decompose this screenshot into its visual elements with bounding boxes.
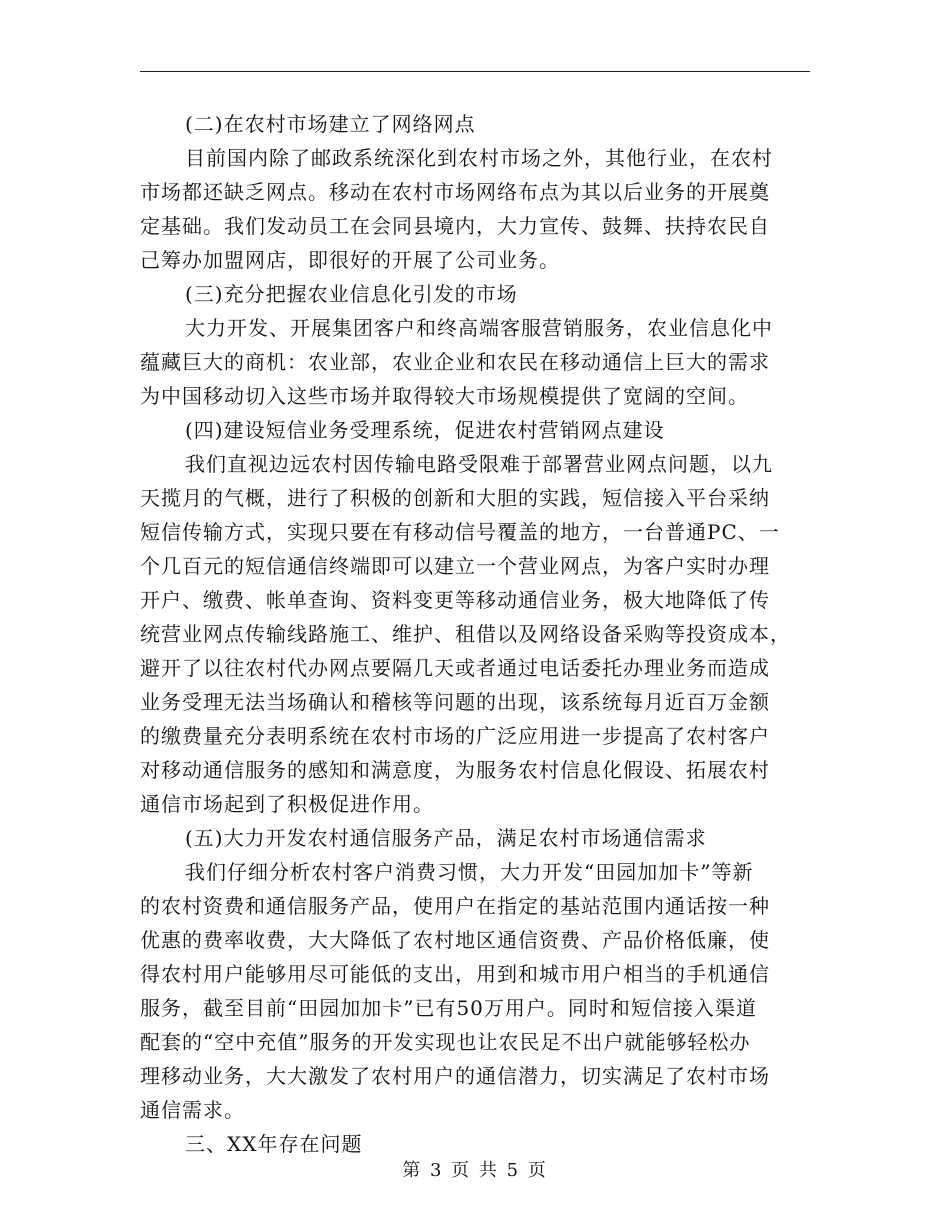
text-line: 理移动业务，大大激发了农村用户的通信潜力，切实满足了农村市场 [140,1064,770,1088]
text-line: 市场都还缺乏网点。移动在农村市场网络布点为其以后业务的开展奠 [140,180,770,204]
paragraph [140,821,810,855]
text-line: (三)充分把握农业信息化引发的市场 [185,282,518,306]
text-line: 通信需求。 [140,1098,245,1122]
text-line: 蕴藏巨大的商机：农业部，农业企业和农民在移动通信上巨大的需求 [140,350,770,374]
paragraph [140,311,810,413]
text-line: 短信传输方式，实现只要在有移动信号覆盖的地方，一台普通PC、一 [140,520,780,544]
paragraph [140,855,810,1127]
text-line: (四)建设短信业务受理系统，促进农村营销网点建设 [185,418,665,442]
text-line: 的农村资费和通信服务产品，使用户在指定的基站范围内通话按一种 [140,894,770,918]
text-line: 目前国内除了邮政系统深化到农村市场之外，其他行业，在农村 [185,146,773,170]
text-line: 个几百元的短信通信终端即可以建立一个营业网点，为客户实时办理 [140,554,770,578]
paragraph [140,447,810,821]
text-line: 我们直视边远农村因传输电路受限难于部署营业网点问题，以九 [185,452,773,476]
text-line: 通信市场起到了积极促进作用。 [140,792,434,816]
text-line: (二)在农村市场建立了网络网点 [185,112,476,136]
text-line: 天揽月的气概，进行了积极的创新和大胆的实践，短信接入平台采纳 [140,486,770,510]
text-line: 配套的“空中充值”服务的开发实现也让农民足不出户就能够轻松办 [140,1030,751,1054]
paragraph [140,141,810,277]
text-line: 大力开发、开展集团客户和终高端客服营销服务，农业信息化中 [185,316,773,340]
text-line: 为中国移动切入这些市场并取得较大市场规模提供了宽阔的空间。 [140,384,749,408]
text-line: 我们仔细分析农村客户消费习惯，大力开发“田园加加卡”等新 [185,860,754,884]
text-line: 得农村用户能够用尽可能低的支出，用到和城市用户相当的手机通信 [140,962,770,986]
text-line: 定基础。我们发动员工在会同县境内，大力宣传、鼓舞、扶持农民自 [140,214,770,238]
text-line: 对移动通信服务的感知和满意度，为服务农村信息化假设、拓展农村 [140,758,770,782]
page-footer: 第 3 页 共 5 页 [402,1160,548,1181]
header-rule [140,71,810,72]
text-line: 优惠的费率收费，大大降低了农村地区通信资费、产品价格低廉，使 [140,928,770,952]
text-line: 统营业网点传输线路施工、维护、租借以及网络设备采购等投资成本， [140,622,791,646]
document-body [140,107,810,1161]
paragraph [140,277,810,311]
text-line: 开户、缴费、帐单查询、资料变更等移动通信业务，极大地降低了传 [140,588,770,612]
paragraph [140,107,810,141]
text-line: 的缴费量充分表明系统在农村市场的广泛应用进一步提高了农村客户 [140,724,770,748]
text-line: 服务，截至目前“田园加加卡”已有50万用户。同时和短信接入渠道 [140,996,757,1020]
text-line: 三、XX年存在问题 [185,1132,363,1156]
text-line: 避开了以往农村代办网点要隔几天或者通过电话委托办理业务而造成 [140,656,770,680]
text-line: 业务受理无法当场确认和稽核等问题的出现，该系统每月近百万金额 [140,690,770,714]
text-line: (五)大力开发农村通信服务产品，满足农村市场通信需求 [185,826,707,850]
paragraph [140,413,810,447]
text-line: 己筹办加盟网店，即很好的开展了公司业务。 [140,248,560,272]
